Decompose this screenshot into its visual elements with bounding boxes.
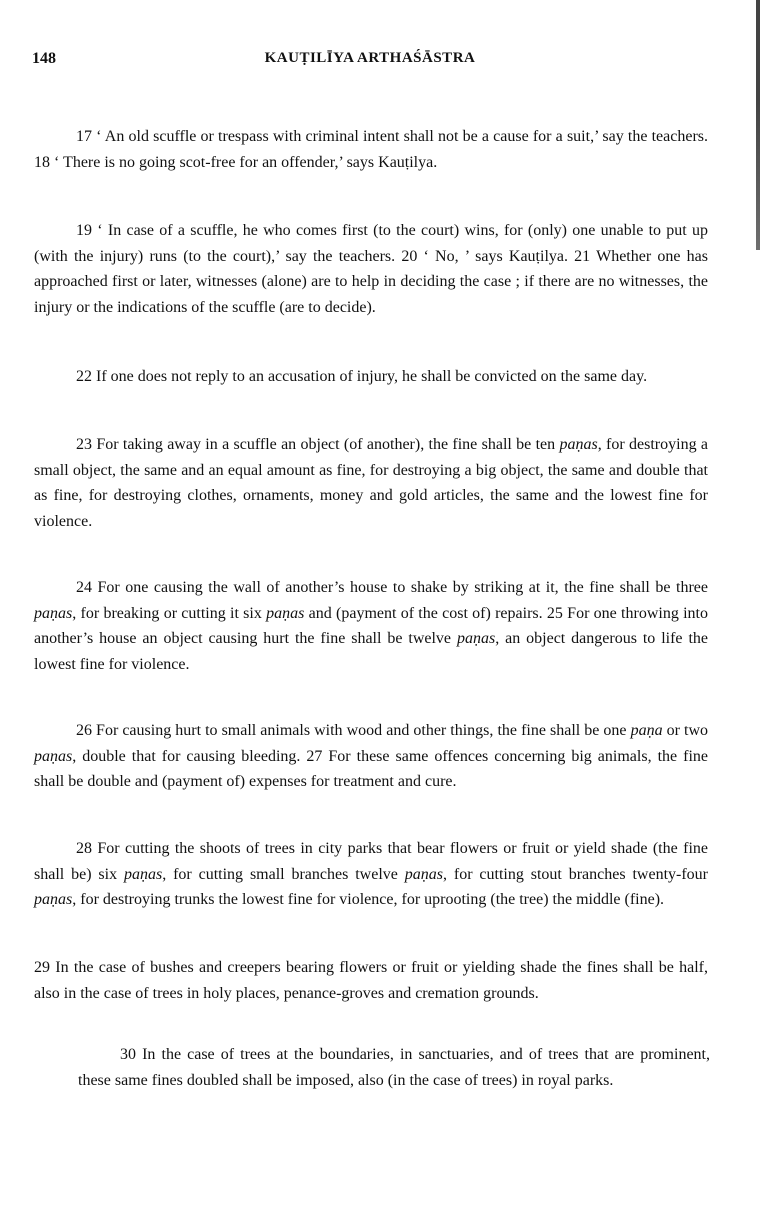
italic-term: paṇas — [34, 747, 73, 765]
text-run: , for cutting stout branches twenty-four — [443, 865, 709, 883]
text-run: 28 For cutting the shoots of trees in city parks that bear flowers or fruit or yield shade (the fine shall be) six — [34, 840, 708, 883]
text-run: or two — [662, 722, 709, 739]
text-run: 26 For causing hurt to small animals with wood and other things, the fine shall be one — [76, 722, 631, 739]
text-run: , for destroying trunks the lowest fine for violence, for uprooting (the tree) the middle (fine). — [72, 891, 665, 909]
italic-term: paṇa — [630, 722, 663, 739]
italic-term: paṇas — [456, 630, 496, 648]
running-head: KAUṬILĪYA ARTHAŚĀSTRA — [264, 50, 476, 66]
text-run: and (payment of the cost of) repairs. 25 For one throwing into another’s house an object causing hurt the fine shall be twelve — [34, 604, 708, 648]
text-run: 24 For one causing the wall of another’s house to shake by striking at it, the fine shall be three — [76, 579, 708, 596]
paragraph-30: 30 In the case of trees at the boundaries, in sanctuaries, and of trees that are prominent, these same fines doubled shall be imposed, also (in the case of trees) in royal parks. — [78, 1046, 710, 1089]
paragraph-29: 29 In the case of bushes and creepers bearing flowers or fruit or yielding shade the fines shall be half, also in the case of trees in holy places, penance-groves and cremation grounds. — [34, 959, 708, 1002]
italic-term: paṇas — [123, 865, 163, 883]
italic-term: paṇas — [559, 436, 598, 453]
text-run: , for cutting small branches twelve — [162, 865, 405, 883]
text-run: , an object dangerous to life the lowest fine for violence. — [34, 630, 709, 673]
paragraph-23 — [34, 432, 708, 534]
italic-term: paṇas — [34, 891, 73, 909]
text-run: , for destroying a small object, the same and an equal amount as fine, for destroying a big object, the same and double that as fine, for destroying clothes, ornaments, money and gold articles, the same and the lowest fine for violence. — [34, 436, 708, 530]
paragraph-28 — [34, 836, 708, 913]
paragraph-22: 22 If one does not reply to an accusation of injury, he shall be convicted on the same day. — [76, 368, 648, 385]
italic-term: paṇas — [34, 604, 73, 622]
paragraph-19: 19 ‘ In case of a scuffle, he who comes first (to the court) wins, for (only) one unable to put up (with the injury) runs (to the court),’ say the teachers. 20 ‘ No, ’ says Kauṭilya. 21 Whether one has approached first or later, witnesses (alone) are to help in deciding the case ; if there are no witnesses, the injury or the indications of the scuffle (are to decide). — [34, 222, 708, 316]
page-number: 148 — [32, 50, 56, 67]
text-run: , for breaking or cutting it six — [72, 604, 267, 622]
italic-term: paṇas — [266, 604, 305, 622]
italic-term: paṇas — [404, 865, 443, 883]
text-run: , double that for causing bleeding. 27 For these same offences concerning big animals, the fine shall be double and (payment of) expenses for treatment and cure. — [34, 747, 708, 791]
paragraph-24 — [34, 575, 708, 677]
text-run: 23 For taking away in a scuffle an object (of another), the fine shall be ten — [76, 436, 560, 453]
page-header — [32, 50, 708, 74]
scan-edge-shadow — [756, 0, 760, 250]
paragraph-17: 17 ‘ An old scuffle or trespass with criminal intent shall not be a cause for a suit,’ say the teachers. 18 ‘ There is no going scot-free for an offender,’ says Kauṭilya. — [34, 128, 708, 171]
paragraph-26 — [34, 718, 708, 795]
